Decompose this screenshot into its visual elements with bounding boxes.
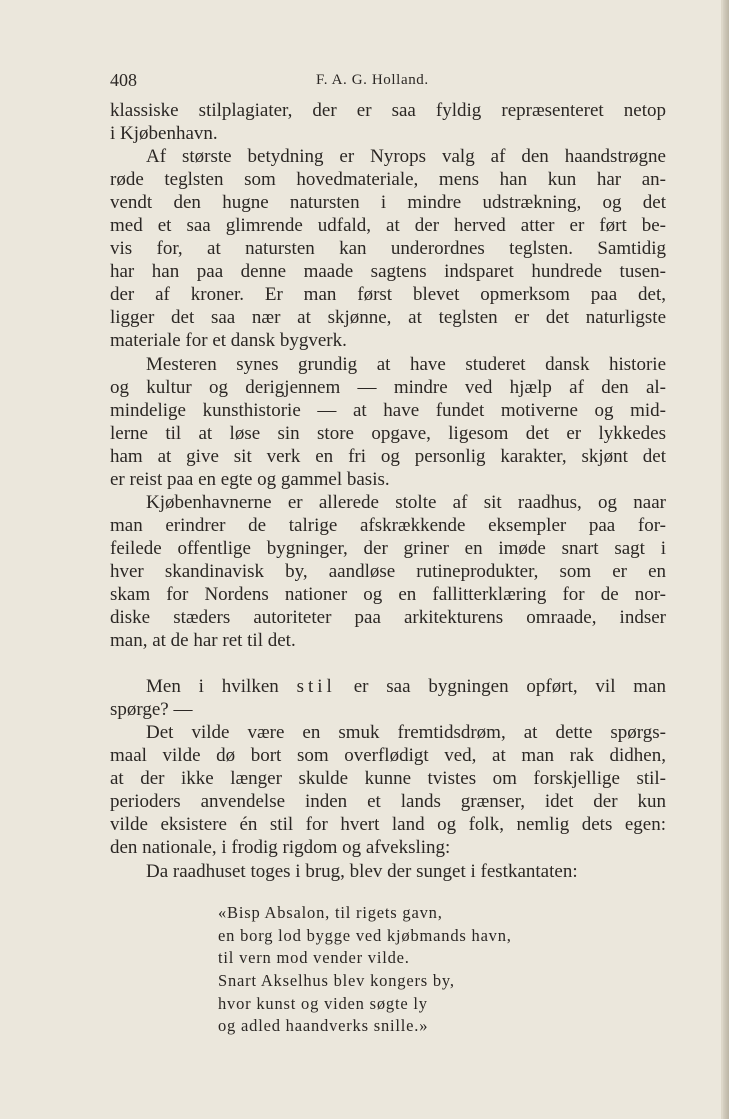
- text-line: vendt den hugne natursten i mindre udstrækning, og det: [110, 192, 666, 214]
- page-header: [110, 70, 666, 94]
- emphasis-stil: stil: [296, 676, 336, 698]
- paragraph-4: [110, 491, 666, 652]
- text-line: Kjøbenhavnerne er allerede stolte af sit raadhus, og naar: [146, 491, 666, 513]
- text-line: har han paa denne maade sagtens indsparet hundrede tusen-: [110, 261, 666, 283]
- question-paragraph: [110, 675, 666, 721]
- text-line: Af største betydning er Nyrops valg af den haandstrøgne: [146, 146, 666, 168]
- text-line: Det vilde være en smuk fremtidsdrøm, at dette spørgs-: [146, 722, 666, 744]
- text-line: maal vilde dø bort som overflødigt ved, at man rak didhen,: [110, 745, 666, 767]
- text-line: Mesteren synes grundig at have studeret dansk historie: [146, 353, 666, 375]
- text-line: og kultur og derigjennem — mindre ved hjælp af den al-: [110, 376, 666, 398]
- text-line: vilde eksistere én stil for hvert land og folk, nemlig dets egen:: [110, 814, 666, 836]
- text-line: røde teglsten som hovedmateriale, mens han kun har an-: [110, 169, 666, 191]
- text-line: hver skandinavisk by, aandløse rutineprodukter, som er en: [110, 560, 666, 582]
- paragraph-6: [110, 860, 666, 883]
- poem-line: «Bisp Absalon, til rigets gavn,: [218, 903, 443, 922]
- text-line: man erindrer de talrige afskrækkende eksempler paa for-: [110, 514, 666, 536]
- text-line: materiale for et dansk bygverk.: [110, 330, 347, 352]
- text-line: ham at give sit verk en fri og personlig karakter, skjønt det: [110, 445, 666, 467]
- running-title: F. A. G. Holland.: [316, 72, 429, 88]
- body-text: [110, 99, 666, 883]
- text-line: ligger det saa nær at skjønne, at teglsten er det naturligste: [110, 307, 666, 329]
- text-line: den nationale, i frodig rigdom og afveksling:: [110, 837, 451, 859]
- text-line: lerne til at løse sin store opgave, ligesom det er lykkedes: [110, 422, 666, 444]
- poem-line: hvor kunst og viden søgte ly: [218, 993, 428, 1013]
- poem-line: Snart Akselhus blev kongers by,: [218, 971, 455, 991]
- text-line: diske stæders autoriteter paa arkitekturens omraade, indser: [110, 607, 666, 629]
- text-line: man, at de har ret til det.: [110, 630, 296, 652]
- poem-line: og adled haandverks snille.»: [218, 1016, 429, 1036]
- poem-quote: [218, 902, 578, 1038]
- paragraph-3: [110, 353, 666, 491]
- text-line: klassiske stilplagiater, der er saa fyldig repræsenteret netop: [110, 100, 666, 121]
- text-line: spørge? —: [110, 699, 193, 721]
- poem-line: til vern mod vender vilde.: [218, 948, 410, 968]
- text-line: med et saa glimrende udfald, at der herved atter er ført be-: [110, 215, 666, 237]
- text-line: feilede offentlige bygninger, der griner en imøde snart sagt i: [110, 537, 666, 559]
- section-gap: [110, 652, 666, 675]
- text-line: mindelige kunsthistorie — at have fundet motiverne og mid-: [110, 399, 666, 421]
- paragraph-2: [110, 145, 666, 352]
- text-line: at der ikke længer skulde kunne tvistes om forskjellige stil-: [110, 768, 666, 790]
- paragraph-1: [110, 99, 666, 145]
- text-line: [110, 675, 666, 698]
- poem-line: en borg lod bygge ved kjøbmands havn,: [218, 925, 512, 945]
- page-number: 408: [110, 70, 137, 90]
- paragraph-5: [110, 721, 666, 859]
- text-line: der af kroner. Er man først blevet opmerksom paa det,: [110, 284, 666, 306]
- text-line: skam for Nordens nationer og en fallitterklæring for de nor-: [110, 583, 666, 605]
- text-line: perioders anvendelse inden et lands grænser, idet der kun: [110, 791, 666, 813]
- question-part-2: er saa bygningen opført, vil man: [353, 676, 667, 698]
- text-line: vis for, at natursten kan underordnes teglsten. Samtidig: [110, 238, 666, 260]
- text-line: i Kjøbenhavn.: [110, 123, 218, 145]
- question-part-1: Men i hvilken: [146, 676, 279, 698]
- text-line: Da raadhuset toges i brug, blev der sunget i festkantaten:: [146, 860, 578, 882]
- text-line: er reist paa en egte og gammel basis.: [110, 468, 390, 490]
- page-edge: [723, 0, 729, 1119]
